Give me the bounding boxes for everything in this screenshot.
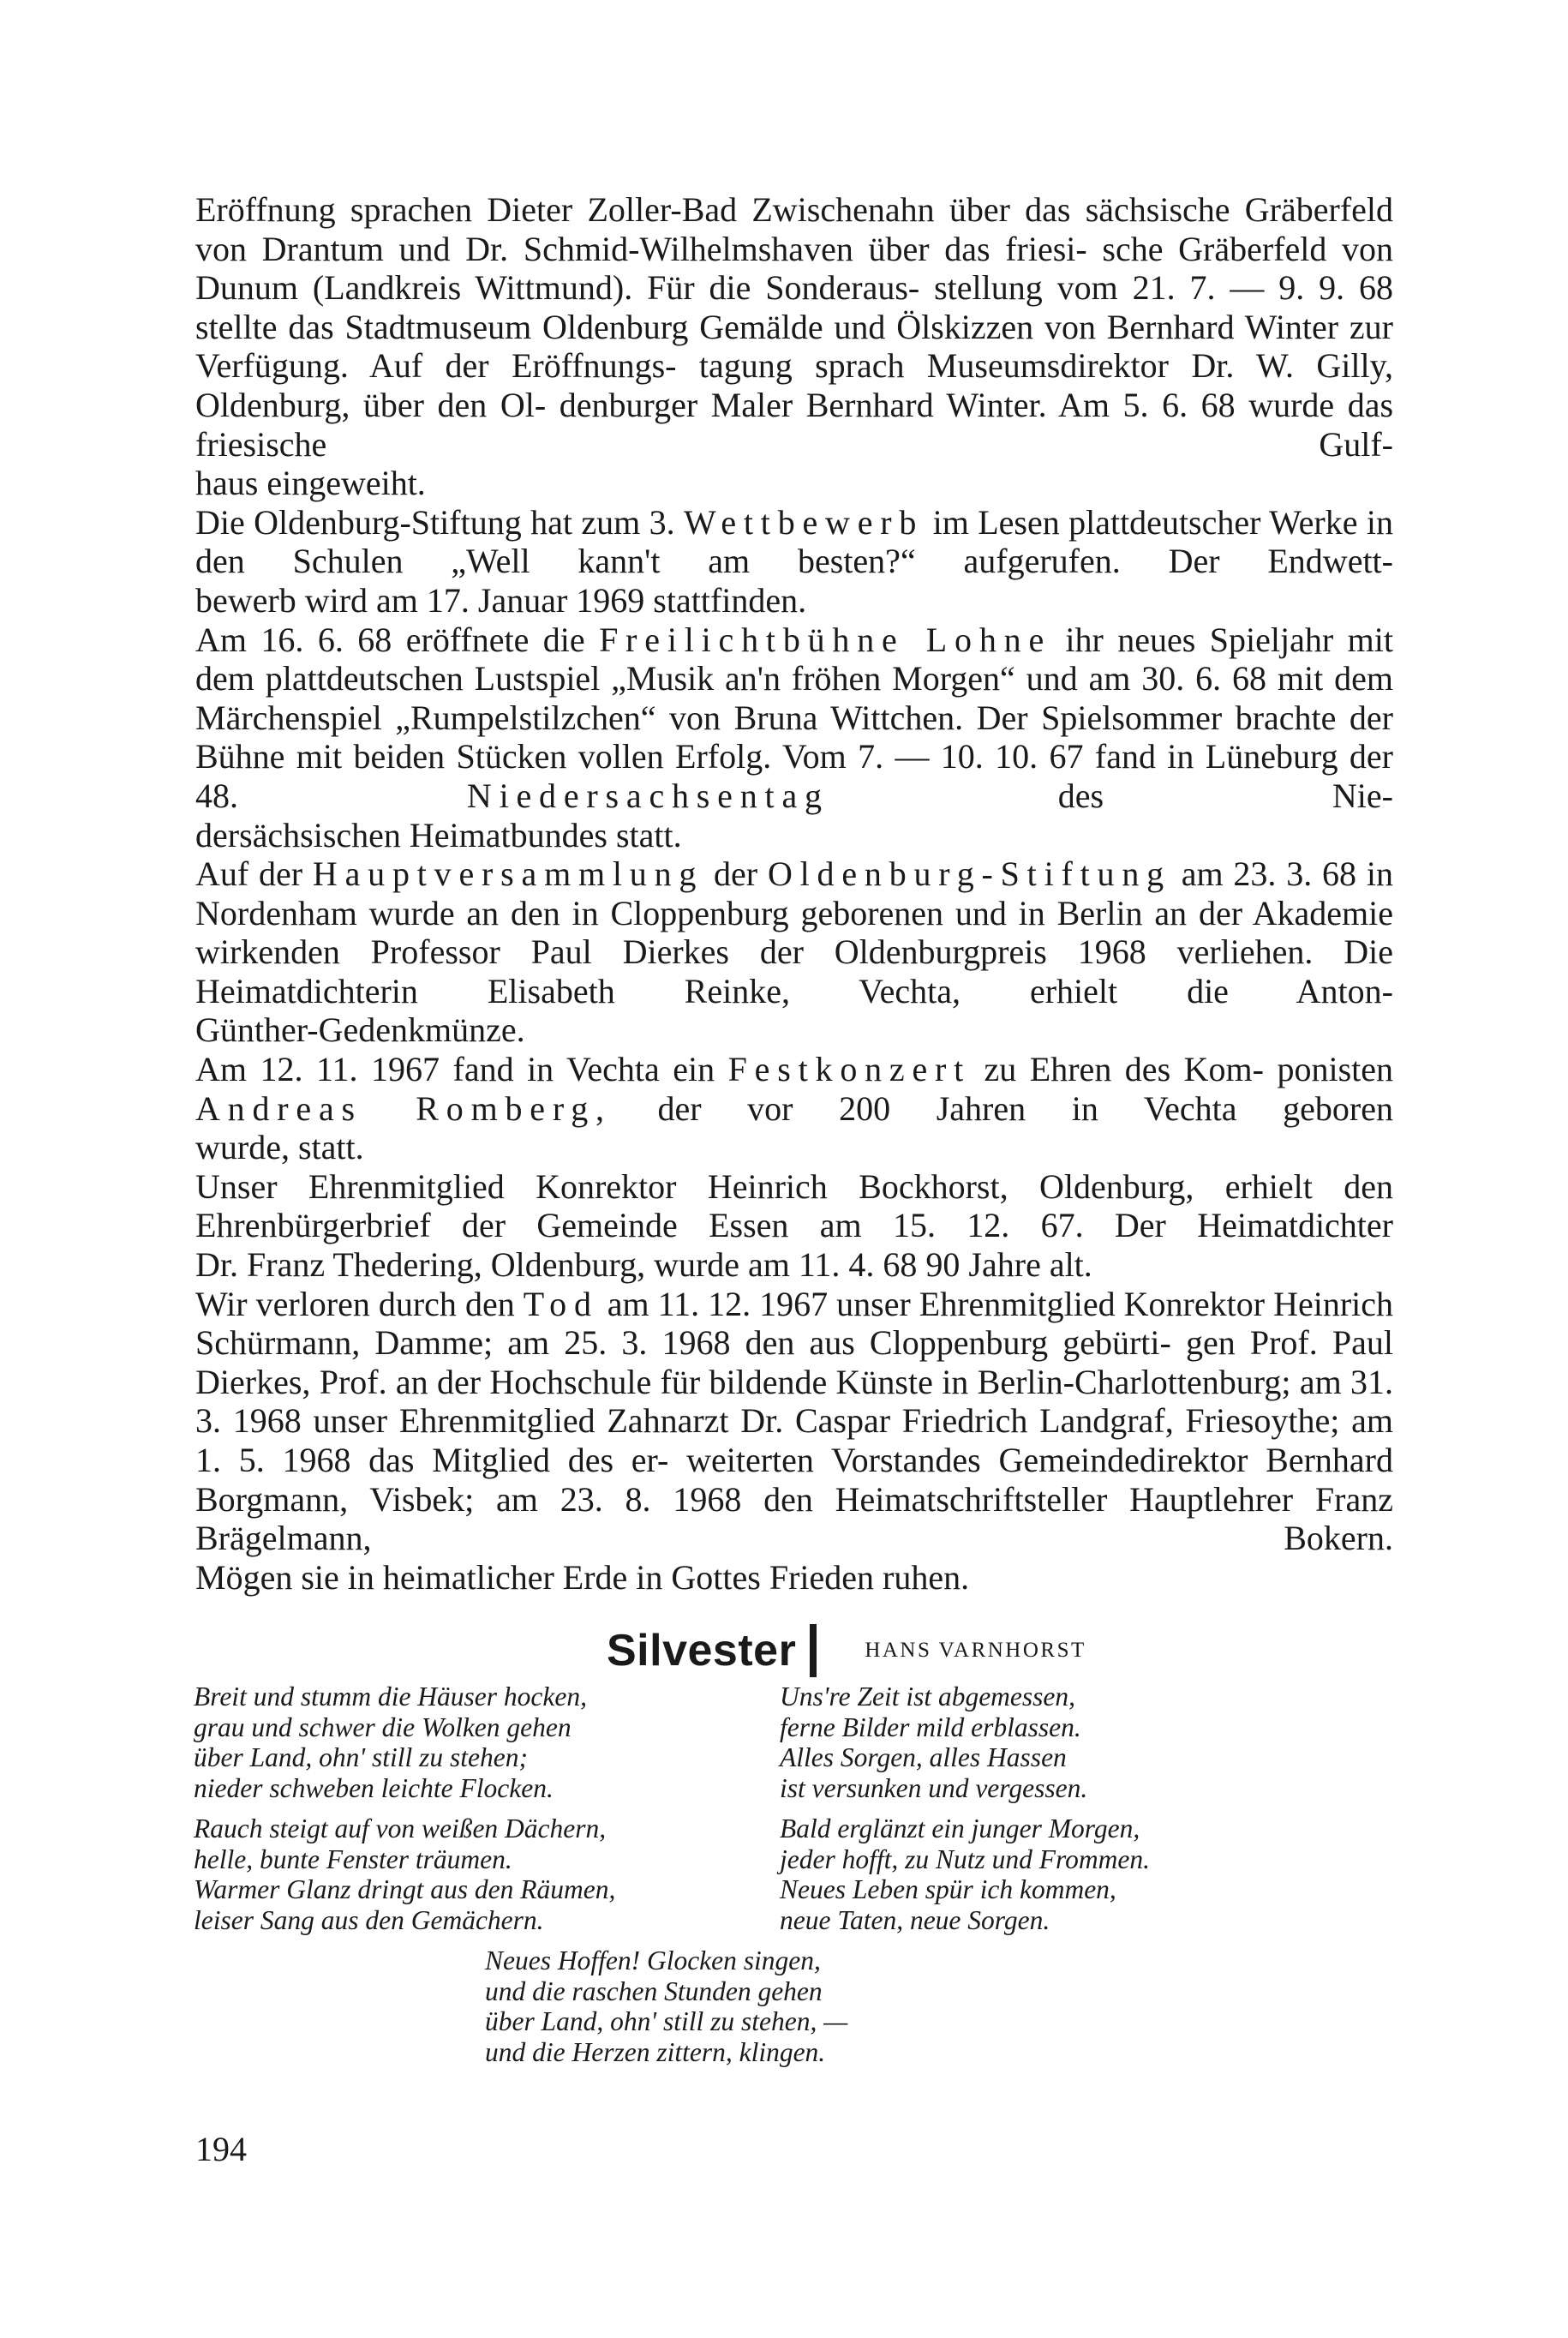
text-line: gen Prof. Paul Dierkes, Prof. an der Hochschule für bildende Künste in bbox=[195, 1323, 1393, 1401]
text-line: Eröffnung sprachen Dieter Zoller-Bad Zwischenahn über das sächsische bbox=[195, 190, 1230, 229]
text-line: mit dem plattdeutschen Lustspiel „Musik an'n fröhen Morgen“ und am bbox=[195, 620, 1394, 698]
text-line: denburger Maler Bernhard Winter. Am 5. 6. 68 wurde das friesische Gulf- bbox=[195, 385, 1394, 464]
verse-line: Uns're Zeit ist abgemessen, bbox=[780, 1682, 1076, 1712]
text-line: wurde, statt. bbox=[195, 1128, 364, 1167]
text-run: des Nie- bbox=[829, 776, 1393, 815]
poem-author: HANS VARNHORST bbox=[865, 1639, 1086, 1662]
text-line: Spielsommer brachte der Bühne mit beiden Stücken vollen Erfolg. Vom bbox=[195, 698, 1393, 776]
paragraph bbox=[195, 854, 1393, 1010]
text-line: Berlin-Charlottenburg; am 31. 3. 1968 unser Ehrenmitglied Zahnarzt Dr. bbox=[195, 1362, 1394, 1441]
text-run: im Lesen plattdeutscher bbox=[924, 502, 1261, 542]
text-line: 30. 6. 68 mit dem Märchenspiel „Rumpelstilzchen“ von Bruna Wittchen. Der bbox=[195, 659, 1393, 737]
paragraph bbox=[195, 620, 1393, 816]
text-run: der bbox=[703, 854, 768, 894]
text-line: tagung sprach Museumsdirektor Dr. W. Gilly, Oldenburg, über den Ol- bbox=[195, 346, 1394, 424]
poem-stanza bbox=[194, 1682, 587, 1803]
paragraph-end bbox=[195, 816, 1393, 855]
text-run: Die Oldenburg-Stiftung hat zum 3. bbox=[195, 502, 684, 542]
text-run: Am 16. 6. 68 eröffnete die bbox=[195, 620, 600, 659]
spaced-emphasis: Freilichtbühne Lohne bbox=[599, 620, 1051, 659]
paragraph bbox=[195, 1050, 1393, 1128]
poem-title: Silvester bbox=[607, 1626, 797, 1676]
verse-line: Rauch steigt auf von weißen Dächern, bbox=[194, 1813, 607, 1843]
spaced-emphasis: Niedersachsentag bbox=[466, 776, 829, 815]
paragraph-end bbox=[195, 1128, 1393, 1167]
text-line: Dr. Franz Thedering, Oldenburg, wurde am 11. 4. 68 90 Jahre alt. bbox=[195, 1245, 1092, 1285]
text-line: in Nordenham wurde an den in Cloppenburg geborenen und in Berlin an bbox=[195, 854, 1394, 932]
title-divider bbox=[810, 1624, 817, 1677]
page-number: 194 bbox=[195, 2130, 247, 2168]
text-run: am 11. 12. 1967 unser Ehrenmitglied Konrektor bbox=[598, 1284, 1266, 1323]
paragraph-end bbox=[195, 464, 1393, 503]
verse-line: helle, bunte Fenster träumen. bbox=[194, 1843, 512, 1874]
text-line: und Ölskizzen von Bernhard Winter zur Verfügung. Auf der Eröffnungs- bbox=[195, 307, 1393, 386]
paragraph bbox=[195, 503, 1393, 581]
text-line: der Akademie wirkenden Professor Paul Dierkes der Oldenburgpreis 1968 bbox=[195, 893, 1394, 972]
text-run: am 23. 3. 68 bbox=[1170, 854, 1357, 894]
spaced-emphasis: Festkonzert bbox=[727, 1050, 972, 1089]
verse-line: ist versunken und vergessen. bbox=[780, 1772, 1088, 1803]
article-body bbox=[195, 190, 1393, 1597]
paragraph bbox=[195, 190, 1393, 464]
spaced-emphasis: Wettbewerb bbox=[683, 502, 925, 542]
spaced-emphasis: Hauptversammlung bbox=[312, 854, 704, 894]
verse-line: Alles Sorgen, alles Hassen bbox=[780, 1742, 1067, 1772]
poem-stanza bbox=[194, 1813, 615, 1935]
poem-stanza bbox=[485, 1945, 847, 2067]
text-line: stellung vom 21. 7. — 9. 9. 68 stellte das Stadtmuseum Oldenburg Gemälde bbox=[195, 268, 1393, 346]
verse-line: Neues Leben spür ich kommen, bbox=[780, 1874, 1116, 1904]
text-line: Gräberfeld von Drantum und Dr. Schmid-Wilhelmshaven über das friesi- bbox=[195, 190, 1394, 268]
verse-line: über Land, ohn' still zu stehen; bbox=[194, 1742, 528, 1772]
verse-line: über Land, ohn' still zu stehen, — bbox=[485, 2006, 848, 2036]
poem-heading bbox=[607, 1616, 1086, 1685]
text-line: dersächsischen Heimatbundes statt. bbox=[195, 815, 682, 854]
paragraph bbox=[195, 1167, 1393, 1245]
spaced-emphasis: Tod bbox=[523, 1284, 599, 1323]
paragraph bbox=[195, 1285, 1393, 1558]
text-run: Am 12. 11. 1967 fand in Vechta ein bbox=[195, 1050, 728, 1089]
paragraph-end bbox=[195, 1245, 1393, 1285]
text-line: verliehen. Die Heimatdichterin Elisabeth Reinke, Vechta, erhielt die Anton- bbox=[195, 932, 1394, 1010]
paragraph-end bbox=[195, 1558, 1393, 1598]
verse-line: und die Herzen zittern, klingen. bbox=[485, 2036, 826, 2067]
verse-line: jeder hofft, zu Nutz und Frommen. bbox=[780, 1843, 1150, 1874]
text-line: Unser Ehrenmitglied Konrektor Heinrich Bockhorst, Oldenburg, erhielt den bbox=[195, 1166, 1393, 1206]
text-line: Caspar Friedrich Landgraf, Friesoythe; am 1. 5. 1968 das Mitglied des er- bbox=[195, 1401, 1393, 1479]
poem-stanza bbox=[780, 1813, 1150, 1935]
text-line: Ehrenbürgerbrief der Gemeinde Essen am 15. 12. 67. Der Heimatdichter bbox=[195, 1206, 1393, 1245]
verse-line: Warmer Glanz dringt aus den Räumen, bbox=[194, 1874, 616, 1904]
verse-line: und die raschen Stunden gehen bbox=[485, 1975, 823, 2006]
paragraph-end bbox=[195, 1010, 1393, 1050]
spaced-emphasis: Andreas Romberg, bbox=[195, 1088, 612, 1128]
verse-line: grau und schwer die Wolken gehen bbox=[194, 1712, 572, 1742]
text-line: sche Gräberfeld von Dunum (Landkreis Wittmund). Für die Sonderaus- bbox=[195, 229, 1394, 308]
text-run: Wir verloren durch den bbox=[195, 1284, 524, 1323]
text-run: ponisten bbox=[1277, 1050, 1393, 1089]
verse-line: leiser Sang aus den Gemächern. bbox=[194, 1904, 544, 1935]
paragraph-end bbox=[195, 581, 1393, 620]
poem-stanza bbox=[780, 1682, 1087, 1803]
text-line: haus eingeweiht. bbox=[195, 464, 426, 503]
text-line: bewerb wird am 17. Januar 1969 stattfinden. bbox=[195, 580, 807, 620]
text-line: Heinrich Schürmann, Damme; am 25. 3. 1968 den aus Cloppenburg gebürti- bbox=[195, 1284, 1394, 1363]
text-line: Werke in den Schulen „Well kann't am besten?“ aufgerufen. Der Endwett- bbox=[195, 502, 1393, 581]
text-line: weiterten Vorstandes Gemeindedirektor Bernhard Borgmann, Visbek; am bbox=[195, 1441, 1394, 1519]
verse-line: Neues Hoffen! Glocken singen, bbox=[485, 1945, 821, 1975]
text-run: zu Ehren des Kom- bbox=[971, 1050, 1264, 1089]
text-line: Mögen sie in heimatlicher Erde in Gottes Frieden ruhen. bbox=[195, 1557, 970, 1597]
verse-line: ferne Bilder mild erblassen. bbox=[780, 1712, 1081, 1742]
text-run: der vor 200 Jahren in Vechta geboren bbox=[611, 1088, 1393, 1128]
verse-line: nieder schweben leichte Flocken. bbox=[194, 1772, 554, 1803]
verse-line: neue Taten, neue Sorgen. bbox=[780, 1904, 1050, 1935]
text-run: 7. — 10. 10. 67 fand in Lüneburg der 48. bbox=[195, 737, 1393, 815]
verse-line: Bald erglänzt ein junger Morgen, bbox=[780, 1813, 1140, 1843]
verse-line: Breit und stumm die Häuser hocken, bbox=[194, 1682, 587, 1712]
spaced-emphasis: Oldenburg-Stiftung bbox=[767, 854, 1171, 894]
text-line: Günther-Gedenkmünze. bbox=[195, 1010, 525, 1050]
text-line: 23. 8. 1968 den Heimatschriftsteller Hauptlehrer Franz Brägelmann, Bokern. bbox=[195, 1479, 1393, 1558]
text-run: ihr neues Spieljahr bbox=[1051, 620, 1334, 659]
text-run: Auf der bbox=[195, 854, 313, 894]
